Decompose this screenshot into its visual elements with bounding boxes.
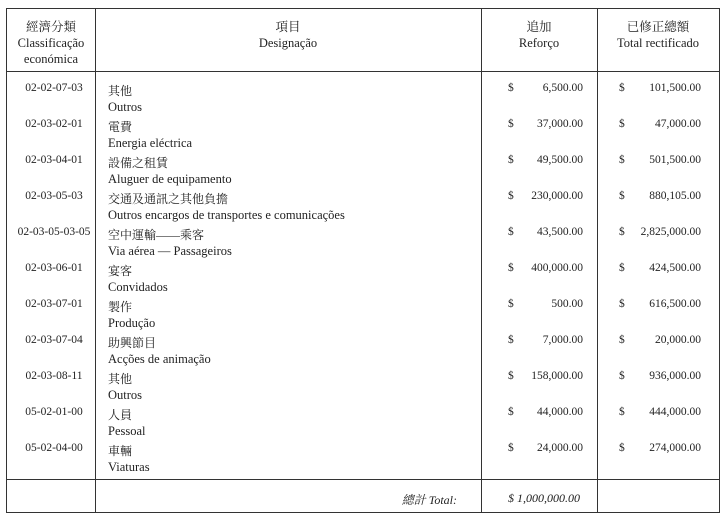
table-row — [7, 82, 719, 118]
row-total: 444,000.00 — [649, 406, 701, 418]
header-reforco-zh: 追加 — [526, 20, 552, 34]
row-reforco: 37,000.00 — [537, 118, 583, 130]
total-label: 總計 Total: — [401, 493, 457, 507]
row-designation-pt: Outros — [108, 100, 143, 114]
row-reforco: 230,000.00 — [531, 190, 583, 202]
header-classification-pt2: económica — [23, 52, 79, 66]
row-designation-pt: Convidados — [108, 280, 168, 294]
row-code: 02-03-08-11 — [25, 370, 83, 382]
row-designation-pt: Pessoal — [108, 424, 146, 438]
row-designation-zh: 助興節目 — [108, 336, 157, 350]
header-classification-zh: 經濟分類 — [25, 20, 76, 34]
row-total: 2,825,000.00 — [640, 226, 701, 238]
currency-symbol: $ — [619, 370, 625, 382]
currency-symbol: $ — [508, 370, 514, 382]
row-reforco: 400,000.00 — [531, 262, 583, 274]
currency-symbol: $ — [619, 298, 625, 310]
row-code: 02-03-05-03-05 — [17, 226, 91, 238]
row-reforco: 44,000.00 — [537, 406, 583, 418]
currency-symbol: $ — [508, 406, 514, 418]
table-row — [7, 334, 719, 370]
row-code: 02-03-05-03 — [25, 190, 83, 202]
currency-symbol: $ — [619, 82, 625, 94]
currency-symbol: $ — [619, 406, 625, 418]
row-designation-zh: 製作 — [108, 300, 133, 314]
header-designation-pt: Designação — [258, 36, 318, 50]
row-reforco: 500.00 — [551, 298, 583, 310]
row-total: 20,000.00 — [655, 334, 701, 346]
currency-symbol: $ — [508, 226, 514, 238]
row-designation-pt: Acções de animação — [108, 352, 211, 366]
row-code: 02-03-06-01 — [25, 262, 83, 274]
table-row — [7, 406, 719, 442]
row-code: 02-03-07-04 — [25, 334, 83, 346]
row-designation-pt: Via aérea — Passageiros — [108, 244, 232, 258]
header-designation-zh: 項目 — [275, 20, 301, 34]
currency-symbol: $ — [619, 190, 625, 202]
currency-symbol: $ — [508, 82, 514, 94]
row-code: 02-02-07-03 — [25, 82, 83, 94]
currency-symbol: $ — [508, 154, 514, 166]
row-total: 936,000.00 — [649, 370, 701, 382]
currency-symbol: $ — [619, 334, 625, 346]
row-designation-zh: 其他 — [108, 84, 133, 98]
header-classification — [7, 19, 95, 67]
row-designation-pt: Outros — [108, 388, 143, 402]
currency-symbol: $ — [619, 118, 625, 130]
header-divider — [7, 71, 719, 72]
row-designation-zh: 空中運輸——乘客 — [108, 228, 205, 242]
header-designation — [95, 19, 481, 51]
header-reforco-pt: Reforço — [518, 36, 560, 50]
row-designation-pt: Produção — [108, 316, 156, 330]
table-row — [7, 154, 719, 190]
row-reforco: 24,000.00 — [537, 442, 583, 454]
row-designation-zh: 人員 — [108, 408, 133, 422]
header-classification-pt1: Classificação — [17, 36, 85, 50]
row-total: 501,500.00 — [649, 154, 701, 166]
row-reforco: 43,500.00 — [537, 226, 583, 238]
row-designation-zh: 其他 — [108, 372, 133, 386]
table-row — [7, 442, 719, 478]
header-total-zh: 已修正總額 — [626, 20, 690, 34]
row-designation-zh: 交通及通訊之其他負擔 — [108, 192, 229, 206]
row-reforco: 49,500.00 — [537, 154, 583, 166]
row-reforco: 6,500.00 — [542, 82, 583, 94]
row-designation-pt: Aluguer de equipamento — [108, 172, 232, 186]
row-designation-zh: 電費 — [108, 120, 133, 134]
row-designation-pt: Outros encargos de transportes e comunicações — [108, 208, 345, 222]
header-total-pt: Total rectificado — [616, 36, 700, 50]
row-designation-zh: 設備之租賃 — [108, 156, 169, 170]
currency-symbol: $ — [619, 226, 625, 238]
currency-symbol: $ — [619, 154, 625, 166]
row-reforco: 158,000.00 — [531, 370, 583, 382]
currency-symbol: $ — [508, 298, 514, 310]
row-total: 47,000.00 — [655, 118, 701, 130]
row-code: 05-02-04-00 — [25, 442, 83, 454]
currency-symbol: $ — [508, 442, 514, 454]
row-designation-zh: 車輛 — [108, 444, 133, 458]
row-designation-pt: Energia eléctrica — [108, 136, 193, 150]
budget-table — [6, 8, 720, 513]
row-code: 02-03-02-01 — [25, 118, 83, 130]
row-designation-pt: Viaturas — [108, 460, 150, 474]
table-row — [7, 118, 719, 154]
row-total: 274,000.00 — [649, 442, 701, 454]
row-total: 616,500.00 — [649, 298, 701, 310]
row-code: 02-03-04-01 — [25, 154, 83, 166]
row-code: 02-03-07-01 — [25, 298, 83, 310]
currency-symbol: $ — [619, 442, 625, 454]
total-value: $ 1,000,000.00 — [508, 491, 580, 505]
row-total: 101,500.00 — [649, 82, 701, 94]
currency-symbol: $ — [508, 334, 514, 346]
currency-symbol: $ — [508, 118, 514, 130]
table-row — [7, 226, 719, 262]
row-designation-zh: 宴客 — [108, 264, 133, 278]
table-row — [7, 190, 719, 226]
row-reforco: 7,000.00 — [542, 334, 583, 346]
table-row — [7, 370, 719, 406]
header-total — [597, 19, 719, 51]
currency-symbol: $ — [508, 262, 514, 274]
total-divider — [7, 479, 719, 480]
currency-symbol: $ — [508, 190, 514, 202]
row-total: 424,500.00 — [649, 262, 701, 274]
table-row — [7, 298, 719, 334]
header-reforco — [481, 19, 597, 51]
row-total: 880,105.00 — [649, 190, 701, 202]
currency-symbol: $ — [619, 262, 625, 274]
table-row — [7, 262, 719, 298]
row-code: 05-02-01-00 — [25, 406, 83, 418]
